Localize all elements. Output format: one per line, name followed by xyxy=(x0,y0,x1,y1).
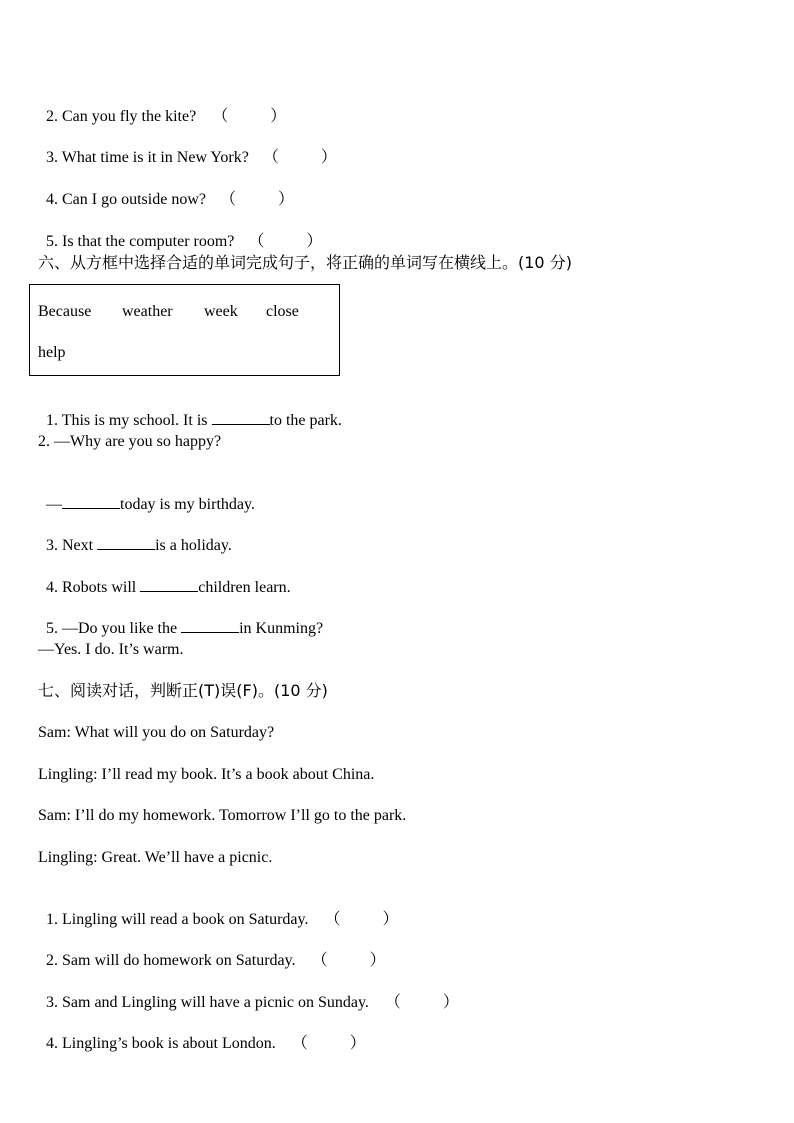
fill-sentence-1 xyxy=(38,390,342,431)
answer-paren-open: （ xyxy=(311,952,328,969)
question-4 xyxy=(38,170,294,210)
fill-sentence-2-answer xyxy=(38,474,255,515)
answer-paren-close: ） xyxy=(382,911,399,928)
dialogue-line: Lingling: I’ll read my book. It’s a book about China. xyxy=(38,766,375,783)
question-text: 5. Is that the computer room? xyxy=(46,233,235,250)
tf-question-3 xyxy=(38,973,459,1013)
dialogue-line: Sam: What will you do on Saturday? xyxy=(38,724,275,741)
word-bank-item: weather xyxy=(122,303,173,320)
fill-sentence-5 xyxy=(38,598,323,639)
section-7-heading: 七、阅读对话，判断正(T)误(F)。(10 分) xyxy=(38,681,328,700)
sentence-text: 5. —Do you like the xyxy=(46,620,182,637)
word-bank-item: Because xyxy=(38,303,92,320)
section-6-heading: 六、从方框中选择合适的单词完成句子，将正确的单词写在横线上。(10 分) xyxy=(38,253,572,272)
word-bank-item: week xyxy=(204,303,238,320)
tf-question-2 xyxy=(38,931,386,971)
tf-question-1 xyxy=(38,890,399,930)
answer-paren-open: （ xyxy=(248,233,265,250)
dialogue-line: Lingling: Great. We’ll have a picnic. xyxy=(38,849,273,866)
fill-sentence-3 xyxy=(38,515,232,556)
answer-paren-open: （ xyxy=(262,149,279,166)
sentence-text: today is my birthday. xyxy=(120,496,255,513)
sentence-text: — xyxy=(46,496,62,513)
answer-paren-close: ） xyxy=(369,952,386,969)
sentence-text: 3. Next xyxy=(46,537,98,554)
answer-paren-open: （ xyxy=(384,994,401,1011)
answer-blank xyxy=(62,494,120,509)
sentence-text: in Kunming? xyxy=(239,620,324,637)
question-text: 4. Can I go outside now? xyxy=(46,191,206,208)
tf-question-4 xyxy=(38,1014,366,1054)
answer-paren-open: （ xyxy=(291,1035,308,1052)
answer-paren-close: ） xyxy=(442,994,459,1011)
question-5 xyxy=(38,212,322,252)
answer-paren-open: （ xyxy=(219,191,236,208)
question-text: 1. Lingling will read a book on Saturday. xyxy=(46,911,309,928)
answer-paren-close: ） xyxy=(306,233,323,250)
answer-paren-open: （ xyxy=(324,911,341,928)
answer-blank xyxy=(97,535,155,550)
word-bank-item: help xyxy=(38,344,66,361)
question-3 xyxy=(38,128,337,168)
question-text: 3. What time is it in New York? xyxy=(46,149,249,166)
answer-blank xyxy=(212,410,270,425)
answer-paren-close: ） xyxy=(278,191,295,208)
sentence-text: to the park. xyxy=(269,412,342,429)
fill-sentence-5-reply: —Yes. I do. It’s warm. xyxy=(38,641,184,658)
word-bank-item: close xyxy=(266,303,299,320)
question-text: 4. Lingling’s book is about London. xyxy=(46,1035,276,1052)
dialogue-line: Sam: I’ll do my homework. Tomorrow I’ll go to the park. xyxy=(38,807,407,824)
sentence-text: 1. This is my school. It is xyxy=(46,412,212,429)
sentence-text: is a holiday. xyxy=(155,537,232,554)
question-2 xyxy=(38,87,286,127)
fill-sentence-4 xyxy=(38,557,291,598)
fill-sentence-2-question: 2. —Why are you so happy? xyxy=(38,433,222,450)
question-text: 2. Can you fly the kite? xyxy=(46,108,197,125)
answer-paren-close: ） xyxy=(320,149,337,166)
question-text: 3. Sam and Lingling will have a picnic on Sunday. xyxy=(46,994,369,1011)
answer-blank xyxy=(140,577,198,592)
answer-blank xyxy=(181,618,239,633)
answer-paren-open: （ xyxy=(212,108,229,125)
answer-paren-close: ） xyxy=(270,108,287,125)
answer-paren-close: ） xyxy=(349,1035,366,1052)
sentence-text: children learn. xyxy=(198,579,291,596)
sentence-text: 4. Robots will xyxy=(46,579,141,596)
word-bank-box xyxy=(29,284,340,376)
question-text: 2. Sam will do homework on Saturday. xyxy=(46,952,296,969)
